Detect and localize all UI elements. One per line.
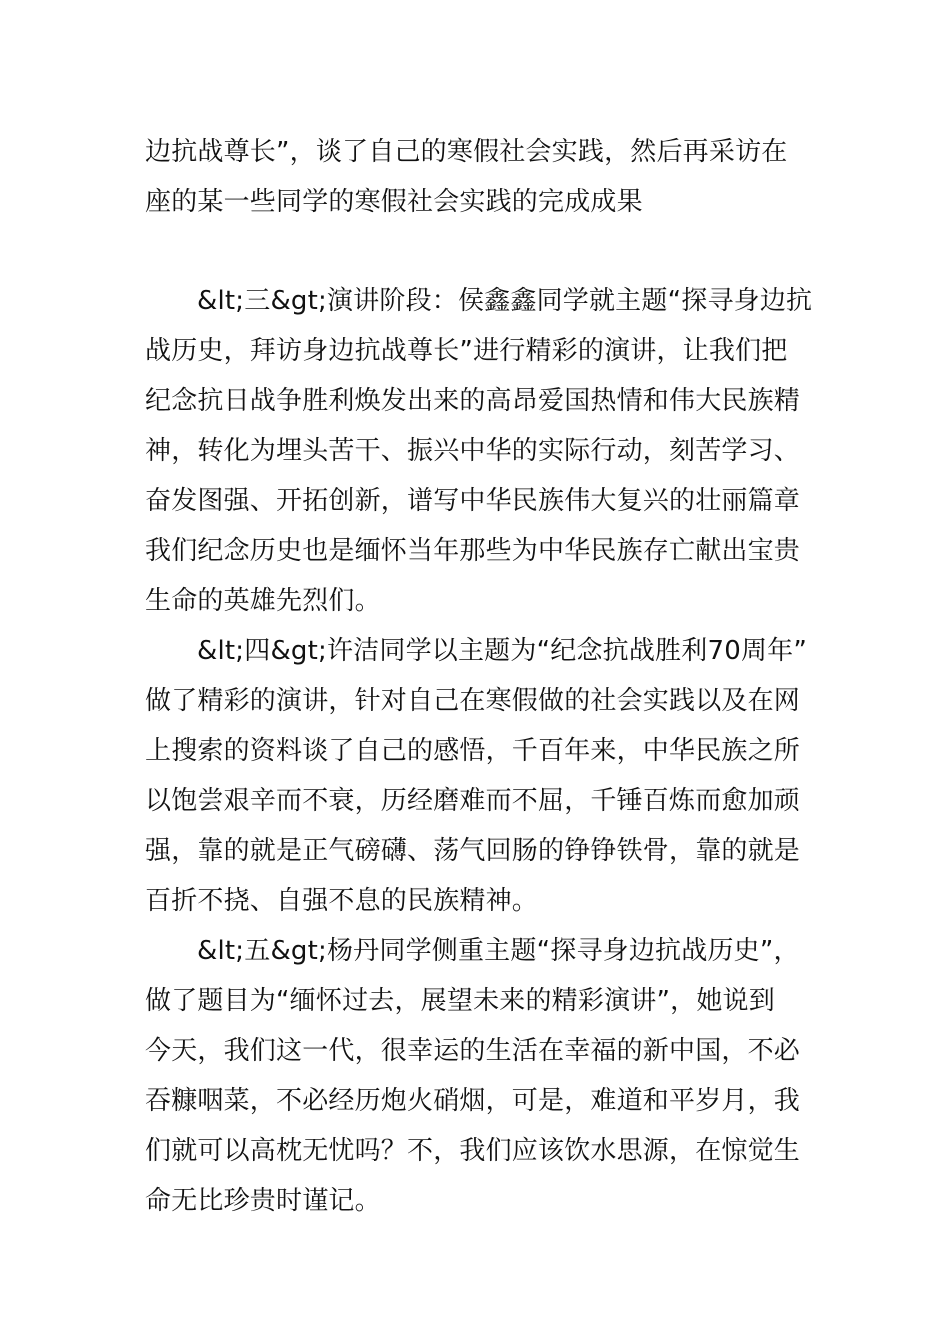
paragraph-3-line-1: &lt;三&gt;演讲阶段：侯鑫鑫同学就主题“探寻身边抗 bbox=[197, 286, 813, 316]
paragraph-3-line-7: 生命的英雄先烈们。 bbox=[145, 586, 381, 616]
paragraph-5-line-4: 吞糠咽菜，不必经历炮火硝烟，可是，难道和平岁月，我 bbox=[145, 1086, 801, 1116]
paragraph-3-line-3: 纪念抗日战争胜利焕发出来的高昂爱国热情和伟大民族精 bbox=[145, 386, 801, 416]
paragraph-yang-dan bbox=[145, 926, 815, 1226]
paragraph-5-line-2: 做了题目为“缅怀过去，展望未来的精彩演讲”，她说到 bbox=[145, 986, 775, 1016]
body-paragraphs bbox=[145, 276, 815, 1226]
intro-line-1: 边抗战尊长”，谈了自己的寒假社会实践，然后再采访在 bbox=[145, 137, 788, 167]
paragraph-speech-stage bbox=[145, 276, 815, 626]
paragraph-5-line-3: 今天，我们这一代，很幸运的生活在幸福的新中国，不必 bbox=[145, 1036, 801, 1066]
paragraph-3-line-4: 神，转化为埋头苦干、振兴中华的实际行动，刻苦学习、 bbox=[145, 436, 801, 466]
paragraph-5-line-1: &lt;五&gt;杨丹同学侧重主题“探寻身边抗战历史”， bbox=[197, 936, 800, 966]
paragraph-5-line-6: 命无比珍贵时谨记。 bbox=[145, 1186, 381, 1216]
paragraph-4-line-2: 做了精彩的演讲，针对自己在寒假做的社会实践以及在网 bbox=[145, 686, 801, 716]
paragraph-3-line-5: 奋发图强、开拓创新，谱写中华民族伟大复兴的壮丽篇章 bbox=[145, 486, 801, 516]
paragraph-3-line-6: 我们纪念历史也是缅怀当年那些为中华民族存亡献出宝贵 bbox=[145, 536, 801, 566]
paragraph-4-line-5: 强，靠的就是正气磅礴、荡气回肠的铮铮铁骨，靠的就是 bbox=[145, 836, 801, 866]
paragraph-4-line-3: 上搜索的资料谈了自己的感悟，千百年来，中华民族之所 bbox=[145, 736, 801, 766]
paragraph-xu-jie bbox=[145, 626, 815, 926]
paragraph-4-line-6: 百折不挠、自强不息的民族精神。 bbox=[145, 886, 539, 916]
intro-line-2: 座的某一些同学的寒假社会实践的完成成果 bbox=[145, 187, 643, 217]
intro-paragraph bbox=[145, 127, 815, 227]
paragraph-4-line-1: &lt;四&gt;许洁同学以主题为“纪念抗战胜利70周年” bbox=[197, 636, 808, 666]
paragraph-5-line-5: 们就可以高枕无忧吗？不，我们应该饮水思源，在惊觉生 bbox=[145, 1136, 801, 1166]
paragraph-4-line-4: 以饱尝艰辛而不衰，历经磨难而不屈，千锤百炼而愈加顽 bbox=[145, 786, 801, 816]
paragraph-3-line-2: 战历史，拜访身边抗战尊长”进行精彩的演讲，让我们把 bbox=[145, 336, 788, 366]
